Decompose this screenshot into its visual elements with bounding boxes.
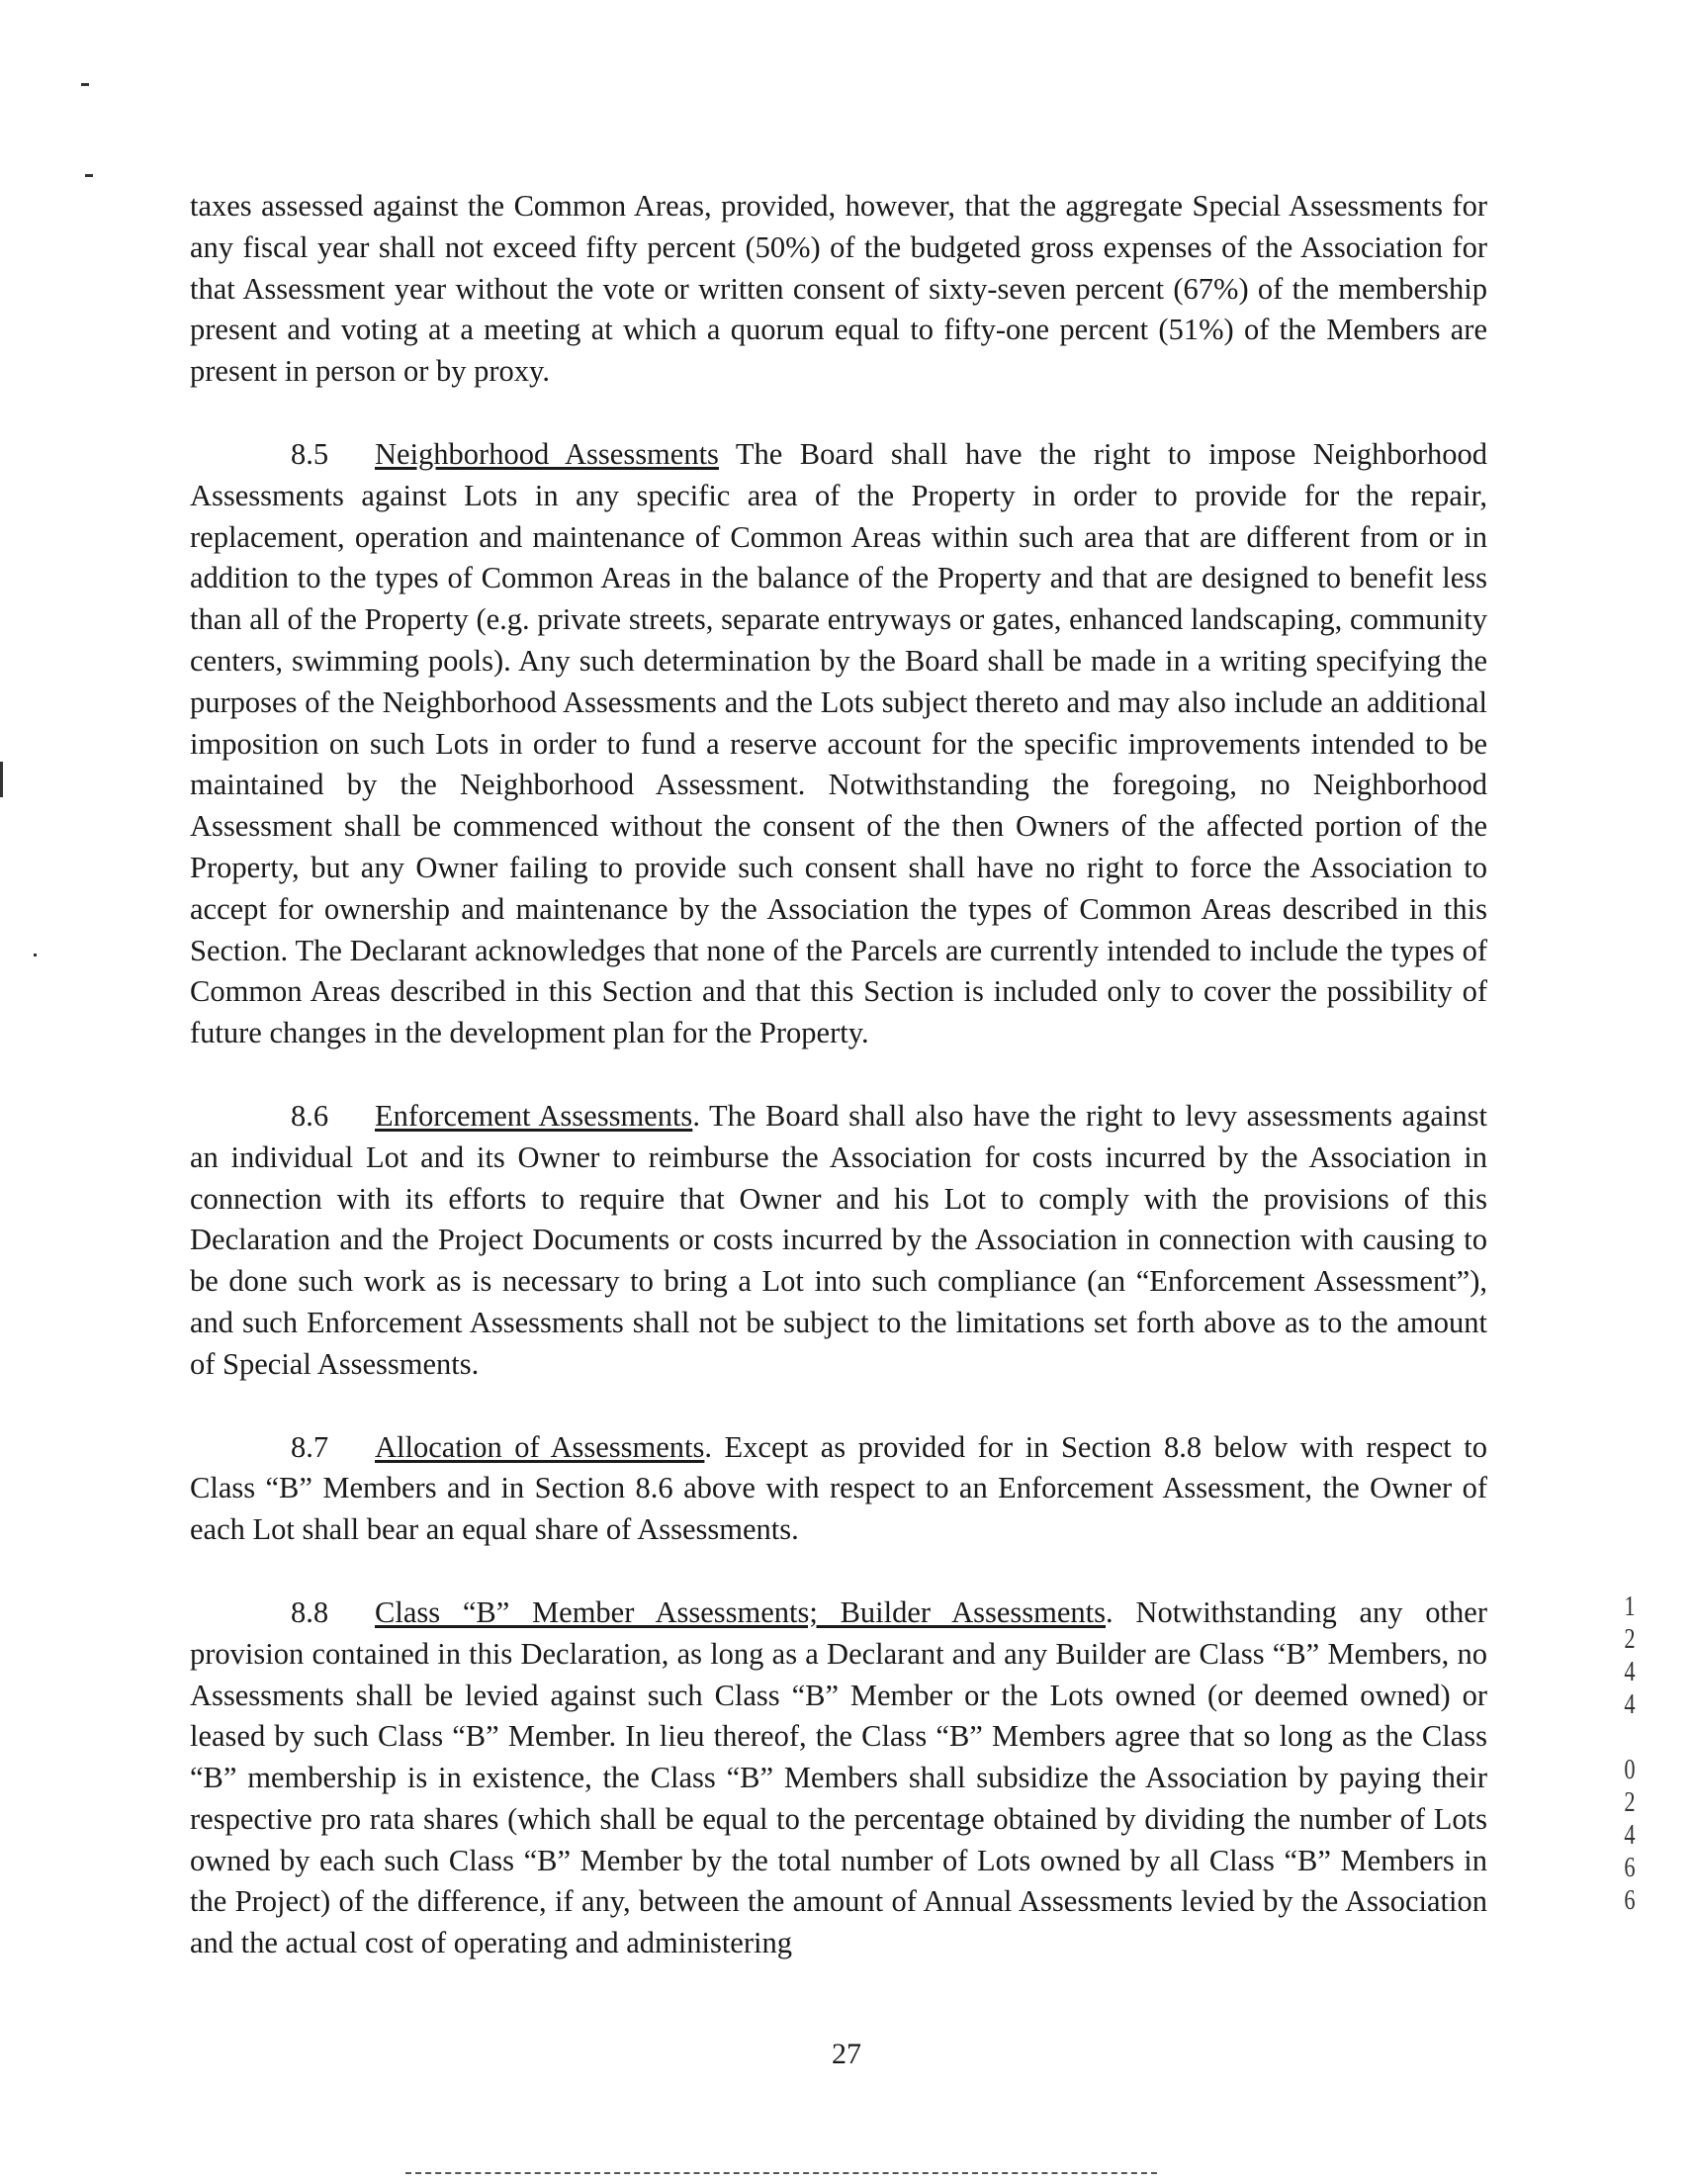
scan-artifact-mark <box>34 954 37 956</box>
section-8-6 <box>190 1096 1487 1386</box>
section-number: 8.8 <box>291 1594 329 1629</box>
section-8-8 <box>190 1592 1487 1964</box>
section-number: 8.6 <box>291 1098 329 1133</box>
section-body: . The Board shall also have the right to levy assessments against an individual Lot and its Owner to reimburse the Association for costs incurred by the Association in connection with its efforts to require that Owner and his Lot to comply with the provisions of this Declaration and the Project Documents or costs incurred by the Association in connection with causing to be done such work as is necessary to bring a Lot into such compliance (an “Enforcement Assessment”), and such Enforcement Assessments shall not be subject to the limitations set forth above as to the amount of Special Assessments. <box>190 1098 1487 1381</box>
document-body <box>190 186 1487 1964</box>
scan-artifact-mark <box>81 83 89 86</box>
page-number: 27 <box>832 2038 861 2070</box>
section-body: The Board shall have the right to impose Neighborhood Assessments against Lots in any specific area of the Property in order to provide for the repair, replacement, operation and maintenance of Common Areas within such area that are different from or in addition to the types of Common Areas in the balance of the Property and that are designed to benefit less than all of the Property (e.g. private streets, separate entryways or gates, enhanced landscaping, community centers, swimming pools). Any such determination by the Board shall be made in a writing specifying the purposes of the Neighborhood Assessments and the Lots subject thereto and may also include an additional imposition on such Lots in order to fund a reserve account for the specific improvements intended to be maintained by the Neighborhood Assessment. Notwithstanding the foregoing, no Neighborhood Assessment shall be commenced without the consent of the then Owners of the affected portion of the Property, but any Owner failing to provide such consent shall have no right to force the Association to accept for ownership and maintenance by the Association the types of Common Areas described in this Section. The Declarant acknowledges that none of the Parcels are currently intended to include the types of Common Areas described in this Section and that this Section is included only to cover the possibility of future changes in the development plan for the Property. <box>190 436 1487 1050</box>
section-title: Class “B” Member Assessments; Builder Assessments <box>375 1594 1107 1629</box>
section-title: Enforcement Assessments <box>375 1098 693 1133</box>
intro-paragraph: taxes assessed against the Common Areas, provided, however, that the aggregate Special Assessments for any fiscal year shall not exceed fifty percent (50%) of the budgeted gross expenses of the Association for that Assessment year without the vote or written consent of sixty-seven percent (67%) of the membership present and voting at a meeting at which a quorum equal to fifty-one percent (51%) of the Members are present in person or by proxy. <box>190 189 1487 389</box>
scan-artifact-line <box>405 2172 1157 2174</box>
section-body: . Notwithstanding any other provision contained in this Declaration, as long as a Declarant and any Builder are Class “B” Members, no Assessments shall be levied against such Class “B” Member or the Lots owned (or deemed owned) or leased by such Class “B” Member. In lieu thereof, the Class “B” Members agree that so long as the Class “B” membership is in existence, the Class “B” Members shall subsidize the Association by paying their respective pro rata shares (which shall be equal to the percentage obtained by dividing the number of Lots owned by each such Class “B” Member by the total number of Lots owned by all Class “B” Members in the Project) of the difference, if any, between the amount of Annual Assessments levied by the Association and the actual cost of operating and administering <box>190 1594 1487 1960</box>
section-title: Neighborhood Assessments <box>375 436 719 471</box>
section-title: Allocation of Assessments <box>375 1429 705 1464</box>
side-document-number: 1 2 4 4 0 2 4 6 6 <box>1624 1592 1636 1916</box>
section-number: 8.7 <box>291 1429 329 1464</box>
section-number: 8.5 <box>291 436 329 471</box>
scan-artifact-mark <box>85 174 93 177</box>
section-8-5 <box>190 434 1487 1054</box>
section-body: . Except as provided for in Section 8.8 below with respect to Class “B” Members and in Section 8.6 above with respect to an Enforcement Assessment, the Owner of each Lot shall bear an equal share of Assessments. <box>190 1429 1487 1547</box>
section-8-7 <box>190 1427 1487 1551</box>
scan-artifact-mark <box>0 762 3 797</box>
